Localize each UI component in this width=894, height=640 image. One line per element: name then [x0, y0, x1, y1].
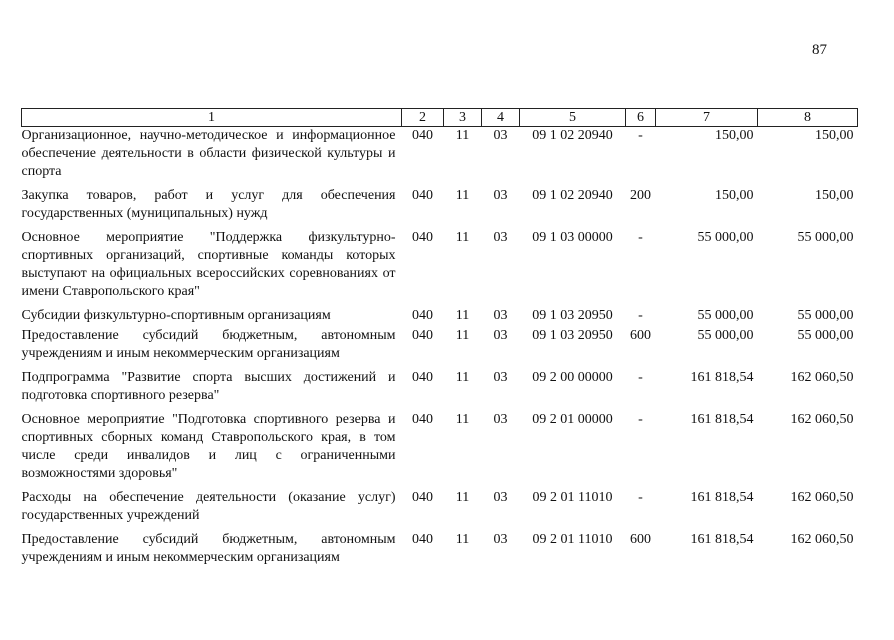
row-code-2: 040 [412, 308, 433, 323]
row-code-4: 03 [493, 370, 508, 385]
row-code-6: - [638, 230, 643, 245]
table-row [22, 327, 858, 369]
row-name: Предоставление субсидий бюджетным, автономным учреждениям и иным некоммерческим организациям [21, 532, 396, 565]
row-code-3: 11 [455, 308, 470, 323]
table-row [22, 229, 858, 307]
row-code-4: 03 [493, 128, 508, 143]
row-code-6: 600 [630, 532, 651, 547]
row-code-4: 03 [493, 230, 508, 245]
row-amount-7: 161 818,54 [690, 532, 754, 547]
row-amount-8: 55 000,00 [797, 230, 854, 245]
row-amount-7: 161 818,54 [690, 370, 754, 385]
header-cell-4: 4 [482, 109, 520, 127]
row-code-3: 11 [455, 532, 470, 547]
row-code-5: 09 2 01 00000 [532, 412, 613, 427]
row-amount-7: 150,00 [715, 188, 754, 203]
budget-table [21, 108, 858, 569]
row-code-2: 040 [412, 532, 433, 547]
row-amount-8: 162 060,50 [790, 532, 854, 547]
row-amount-8: 162 060,50 [790, 412, 854, 427]
row-code-2: 040 [412, 370, 433, 385]
header-cell-6: 6 [626, 109, 656, 127]
row-code-6: - [638, 412, 643, 427]
table-row [22, 489, 858, 531]
row-name: Субсидии физкультурно-спортивным организациям [21, 308, 331, 323]
table-row [22, 411, 858, 489]
row-code-6: - [638, 308, 643, 323]
row-code-4: 03 [493, 532, 508, 547]
row-amount-7: 55 000,00 [697, 328, 754, 343]
table-row [22, 369, 858, 411]
row-amount-7: 150,00 [715, 128, 754, 143]
row-code-5: 09 2 01 11010 [532, 490, 613, 505]
row-code-5: 09 1 03 00000 [532, 230, 613, 245]
row-code-4: 03 [493, 328, 508, 343]
row-code-3: 11 [455, 188, 470, 203]
row-code-6: - [638, 490, 643, 505]
row-code-4: 03 [493, 412, 508, 427]
row-name: Предоставление субсидий бюджетным, автономным учреждениям и иным некоммерческим организациям [21, 328, 396, 361]
row-code-6: - [638, 370, 643, 385]
row-code-4: 03 [493, 188, 508, 203]
row-code-3: 11 [455, 230, 470, 245]
row-code-2: 040 [412, 328, 433, 343]
row-amount-7: 55 000,00 [697, 308, 754, 323]
row-amount-8: 150,00 [815, 128, 854, 143]
row-code-3: 11 [455, 412, 470, 427]
row-code-4: 03 [493, 490, 508, 505]
table-row [22, 307, 858, 327]
row-amount-7: 161 818,54 [690, 412, 754, 427]
row-code-5: 09 1 03 20950 [532, 328, 613, 343]
table-row [22, 187, 858, 229]
row-name: Основное мероприятие "Поддержка физкультурно-спортивных организаций, спортивные команды которых выступают на официальных всероссийских соревнованиях от имени Ставропольского края" [21, 230, 396, 299]
row-code-5: 09 1 02 20940 [532, 128, 613, 143]
row-code-3: 11 [455, 128, 470, 143]
row-amount-8: 150,00 [815, 188, 854, 203]
table-header-row [22, 109, 858, 127]
header-cell-5: 5 [520, 109, 626, 127]
table-row [22, 531, 858, 569]
row-code-5: 09 1 02 20940 [532, 188, 613, 203]
row-code-2: 040 [412, 188, 433, 203]
row-amount-7: 55 000,00 [697, 230, 754, 245]
row-code-6: - [638, 128, 643, 143]
page-number: 87 [812, 42, 827, 58]
header-cell-8: 8 [758, 109, 858, 127]
row-code-5: 09 2 01 11010 [532, 532, 613, 547]
row-code-5: 09 1 03 20950 [532, 308, 613, 323]
row-code-3: 11 [455, 328, 470, 343]
row-code-3: 11 [455, 490, 470, 505]
row-amount-8: 55 000,00 [797, 328, 854, 343]
row-amount-7: 161 818,54 [690, 490, 754, 505]
header-cell-2: 2 [402, 109, 444, 127]
row-code-2: 040 [412, 490, 433, 505]
row-code-6: 200 [630, 188, 651, 203]
row-code-2: 040 [412, 412, 433, 427]
row-code-4: 03 [493, 308, 508, 323]
row-name: Закупка товаров, работ и услуг для обеспечения государственных (муниципальных) нужд [21, 188, 396, 221]
row-amount-8: 162 060,50 [790, 370, 854, 385]
row-code-3: 11 [455, 370, 470, 385]
row-amount-8: 55 000,00 [797, 308, 854, 323]
row-name: Организационное, научно-методическое и информационное обеспечение деятельности в области физической культуры и спорта [21, 128, 396, 179]
row-name: Расходы на обеспечение деятельности (оказание услуг) государственных учреждений [21, 490, 396, 523]
row-code-2: 040 [412, 230, 433, 245]
row-code-2: 040 [412, 128, 433, 143]
row-name: Подпрограмма "Развитие спорта высших достижений и подготовка спортивного резерва" [21, 370, 396, 403]
table-row [22, 127, 858, 188]
row-code-5: 09 2 00 00000 [532, 370, 613, 385]
row-code-6: 600 [630, 328, 651, 343]
row-name: Основное мероприятие "Подготовка спортивного резерва и спортивных сборных команд Ставропольского края, в том числе среди инвалидов и лиц с ограниченными возможностями здоровья" [21, 412, 396, 481]
header-cell-3: 3 [444, 109, 482, 127]
row-amount-8: 162 060,50 [790, 490, 854, 505]
header-cell-1: 1 [22, 109, 402, 127]
header-cell-7: 7 [656, 109, 758, 127]
